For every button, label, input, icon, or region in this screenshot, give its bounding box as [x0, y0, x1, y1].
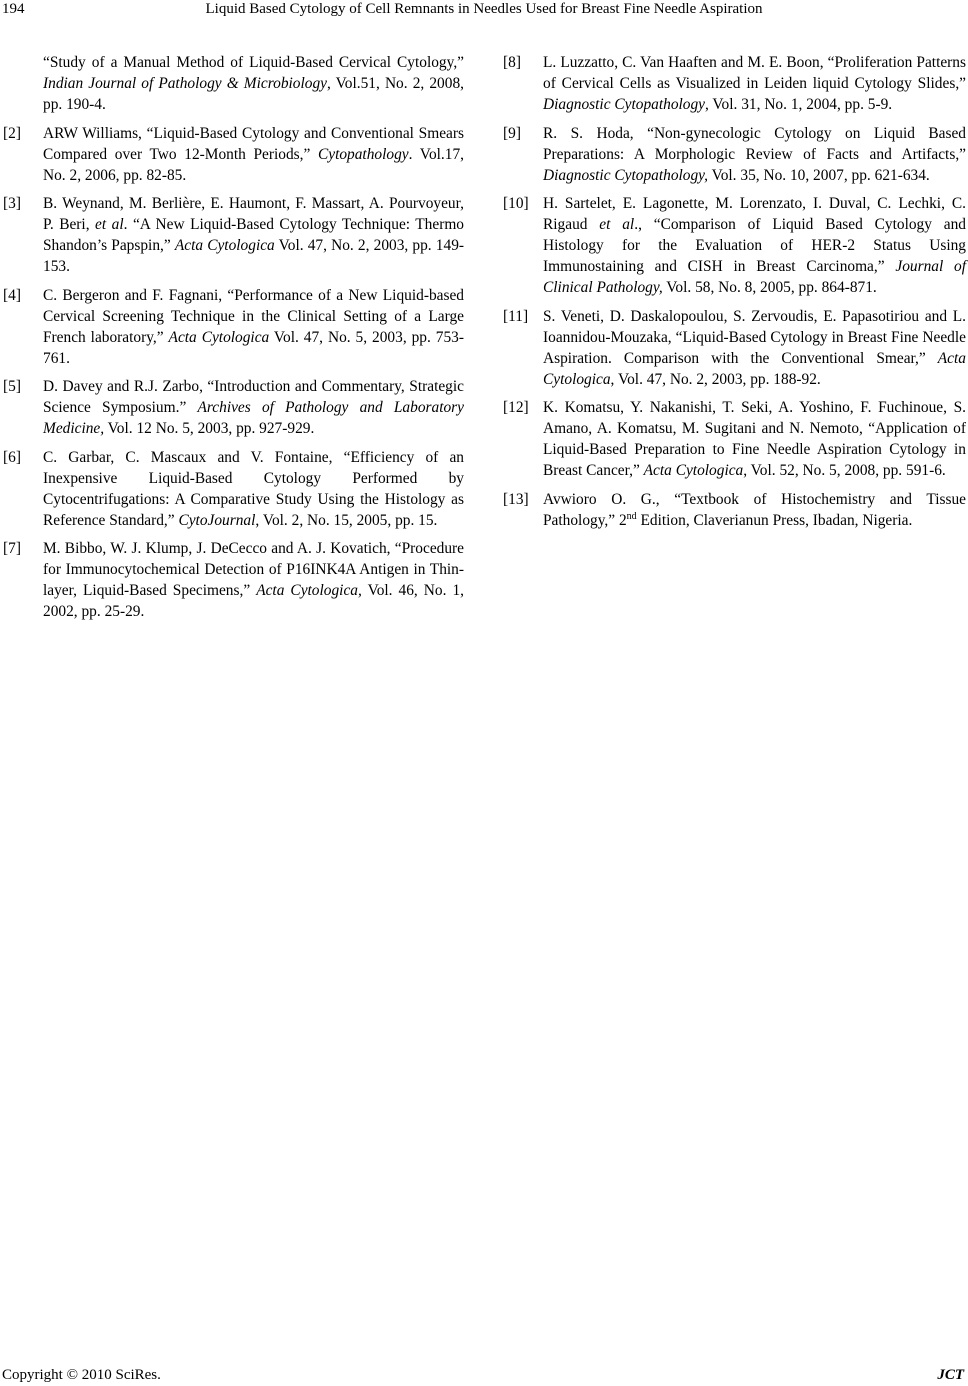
reference-italic-text: Journal of Clinical Pathology,	[543, 258, 966, 296]
reference-text	[543, 193, 966, 298]
reference-item	[3, 123, 464, 186]
reference-item	[503, 52, 966, 115]
reference-text-run: Avwioro O. G., “Textbook of Histochemistry and Tissue Pathology,” 2	[543, 490, 966, 529]
reference-item	[3, 285, 464, 369]
reference-text	[543, 52, 966, 115]
references-right-column	[503, 52, 966, 538]
reference-item	[3, 447, 464, 531]
reference-text-run: Edition, Claverianun Press, Ibadan, Nigeria.	[636, 511, 913, 529]
reference-item	[503, 123, 966, 186]
reference-italic-text: Acta Cytologica	[174, 237, 275, 254]
reference-text	[43, 193, 464, 277]
references-left-column	[3, 52, 464, 630]
reference-text-run: . Vol.17, No. 2, 2006, pp. 82-85.	[43, 145, 464, 184]
reference-number: [6]	[3, 448, 21, 466]
page-header	[0, 0, 968, 22]
reference-text-run: , Vol.51, No. 2, 2008, pp. 190-4.	[43, 75, 464, 113]
reference-text-run: “Study of a Manual Method of Liquid-Based Cervical Cytology,”	[43, 54, 464, 71]
page-number: 194	[2, 1, 25, 17]
reference-text	[43, 376, 464, 439]
reference-text	[43, 52, 464, 115]
reference-italic-text: et al	[599, 216, 635, 233]
reference-text-run: . “A New Liquid-Based Cytology Technique: Thermo Shandon’s Papspin,”	[43, 216, 464, 254]
reference-italic-text: Indian Journal of Pathology & Microbiology	[43, 75, 327, 92]
reference-text-run: Vol. 47, No. 5, 2003, pp. 753-761.	[43, 328, 465, 367]
reference-text-run: C. Bergeron and F. Fagnani, “Performance of a New Liquid-based Cervical Screening Technique in the Clinical Setting of a Large French laboratory,”	[43, 286, 464, 346]
reference-text-run: , Vol. 52, No. 5, 2008, pp. 591-6.	[743, 462, 946, 479]
reference-item	[503, 489, 966, 531]
reference-text	[43, 538, 464, 622]
reference-number: [8]	[503, 54, 521, 71]
reference-item	[3, 193, 464, 277]
journal-abbreviation: JCT	[937, 1367, 964, 1383]
reference-text	[43, 123, 464, 186]
reference-text-run: M. Bibbo, W. J. Klump, J. DeCecco and A. J. Kovatich, “Procedure for Immunocytochemical Detection of P16INK4A Antigen in Thin-layer, Liquid-Based Specimens,”	[43, 540, 464, 599]
reference-text-run: K. Komatsu, Y. Nakanishi, T. Seki, A. Yoshino, F. Fuchinoue, S. Amano, A. Komatsu, M. Sugitani and N. Nemoto, “Application of Liquid-Based Preparation to Fine Needle Aspiration Cytology in Breast Cancer,”	[543, 399, 966, 479]
reference-italic-text: Archives of Pathology and Laboratory Medicine,	[43, 399, 464, 437]
copyright-notice: Copyright © 2010 SciRes.	[2, 1367, 161, 1383]
reference-text-run: S. Veneti, D. Daskalopoulou, S. Zervoudis, E. Papasotiriou and L. Ioannidou-Mouzaka, “Liquid-Based Cytology in Breast Fine Needle Aspiration. Comparison with the Conventional Smear,”	[543, 307, 966, 367]
reference-italic-text: CytoJournal	[178, 511, 256, 529]
reference-text	[543, 397, 966, 481]
reference-text-run: Vol. 46, No. 1, 2002, pp. 25-29.	[43, 582, 465, 620]
page-footer	[0, 1366, 968, 1386]
reference-number: [12]	[503, 399, 529, 416]
reference-text-run: Vol. 47, No. 2, 2003, pp. 149-153.	[43, 237, 465, 275]
reference-item	[3, 52, 464, 115]
reference-text-run: L. Luzzatto, C. Van Haaften and M. E. Boon, “Proliferation Patterns of Cervical Cells as Visualized in Leiden liquid Cytology Slides,”	[543, 54, 966, 92]
reference-text-run: ARW Williams, “Liquid-Based Cytology and Conventional Smears Compared over Two 12-Month Periods,”	[43, 124, 464, 163]
reference-italic-text: Acta Cytologica	[643, 462, 744, 479]
reference-text-run: , Vol. 31, No. 1, 2004, pp. 5-9.	[705, 96, 893, 113]
reference-item	[503, 397, 966, 481]
reference-text-run: R. S. Hoda, “Non-gynecologic Cytology on Liquid Based Preparations: A Morphologic Review of Facts and Artifacts,”	[543, 124, 966, 163]
reference-text-run: , Vol. 47, No. 2, 2003, pp. 188-92.	[610, 370, 821, 388]
reference-text-run: C. Garbar, C. Mascaux and V. Fontaine, “Efficiency of an Inexpensive Liquid-Based Cytology Performed by Cytocentrifugations: A Comparative Study Using the Histology as Reference Standard,”	[43, 448, 464, 529]
reference-italic-text: Diagnostic Cytopathology,	[543, 166, 709, 184]
reference-text	[43, 285, 464, 369]
reference-text	[543, 489, 966, 531]
reference-text-run: Vol. 12 No. 5, 2003, pp. 927-929.	[104, 420, 315, 437]
reference-text-run: Vol. 58, No. 8, 2005, pp. 864-871.	[662, 279, 877, 296]
reference-italic-text: Diagnostic Cytopathology	[543, 96, 706, 113]
reference-number: [3]	[3, 195, 21, 212]
reference-text-run: ., “Comparison of Liquid Based Cytology and Histology for the Evaluation of HER-2 Status Using Immunostaining and CISH in Breast Carcinoma,”	[543, 216, 966, 275]
reference-item	[503, 306, 966, 390]
reference-item	[3, 538, 464, 622]
reference-item	[3, 376, 464, 439]
reference-number: [10]	[503, 195, 529, 212]
reference-italic-text: Cytopathology	[317, 145, 409, 163]
reference-text-run: , Vol. 2, No. 15, 2005, pp. 15.	[255, 511, 438, 529]
reference-number: [11]	[503, 307, 529, 325]
reference-text	[43, 447, 464, 531]
reference-text-run: D. Davey and R.J. Zarbo, “Introduction and Commentary, Strategic Science Symposium.”	[43, 378, 464, 416]
reference-number: [2]	[3, 124, 21, 142]
reference-text	[543, 123, 966, 186]
reference-text	[543, 306, 966, 390]
reference-text-run: B. Weynand, M. Berlière, E. Haumont, F. Massart, A. Pourvoyeur, P. Beri,	[43, 195, 464, 233]
reference-superscript: nd	[626, 510, 637, 522]
reference-number: [5]	[3, 378, 21, 395]
reference-italic-text: Acta Cytologica	[168, 328, 270, 346]
reference-number: [7]	[3, 540, 21, 557]
reference-number: [9]	[503, 124, 521, 142]
reference-italic-text: Acta Cytologica,	[256, 582, 362, 599]
reference-italic-text: et al	[95, 216, 124, 233]
reference-number: [13]	[503, 490, 529, 508]
reference-text-run: H. Sartelet, E. Lagonette, M. Lorenzato, I. Duval, C. Lechki, C. Rigaud	[543, 195, 966, 233]
running-title: Liquid Based Cytology of Cell Remnants in Needles Used for Breast Fine Needle Aspiration	[205, 1, 763, 17]
reference-text-run: Vol. 35, No. 10, 2007, pp. 621-634.	[708, 166, 930, 184]
reference-number: [4]	[3, 286, 21, 304]
reference-italic-text: Acta Cytologica	[543, 349, 966, 388]
reference-item	[503, 193, 966, 298]
